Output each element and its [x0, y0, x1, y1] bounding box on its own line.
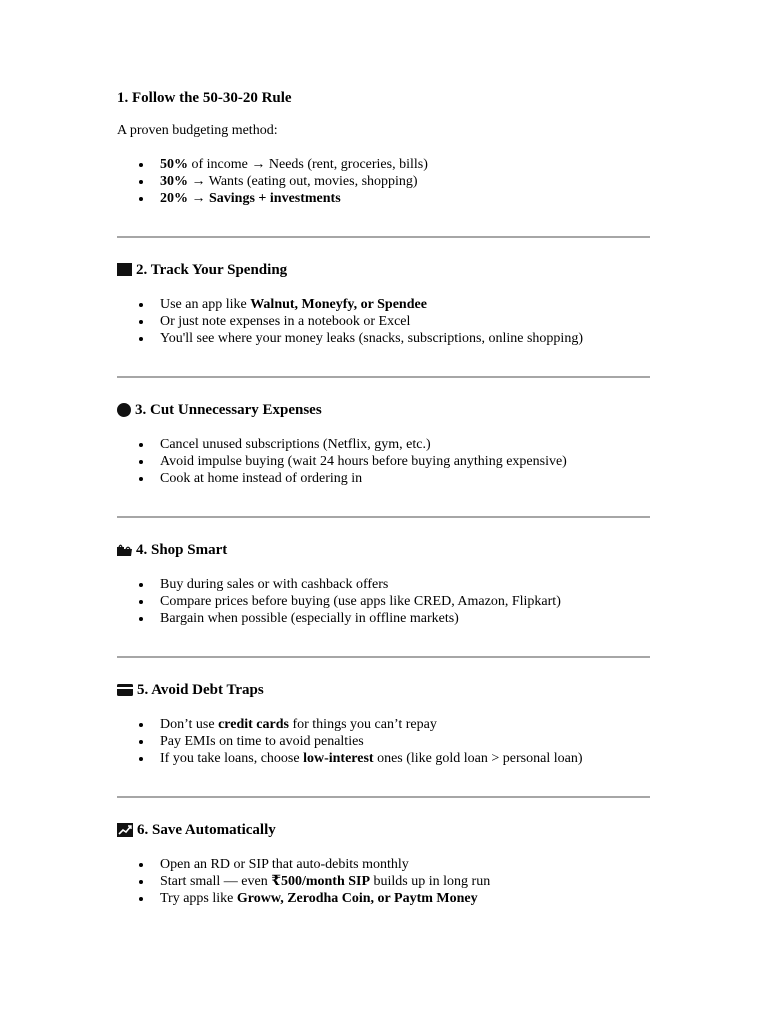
bold-text: Savings + investments	[209, 191, 341, 206]
item-text: Start small — even	[160, 874, 272, 889]
section-title: Save Automatically	[152, 822, 276, 838]
item-text: Avoid impulse buying (wait 24 hours before buying anything expensive)	[160, 454, 567, 469]
credit-card-icon	[117, 684, 133, 696]
section-2-list	[117, 296, 583, 347]
list-item	[117, 750, 582, 767]
section-number: 2.	[136, 262, 148, 278]
section-divider	[117, 516, 650, 518]
section-4-list	[117, 576, 561, 627]
item-text: Buy during sales or with cashback offers	[160, 577, 389, 592]
section-3-list	[117, 436, 567, 487]
section-title: Avoid Debt Traps	[151, 682, 264, 698]
list-item	[117, 313, 583, 330]
bold-text: Walnut, Moneyfy, or Spendee	[250, 297, 427, 312]
bold-text: ₹500/month SIP	[271, 874, 371, 889]
section-3-heading	[117, 400, 322, 420]
section-divider	[117, 796, 650, 798]
list-item	[117, 733, 582, 750]
section-5-heading	[117, 680, 264, 700]
list-item	[117, 610, 561, 627]
item-text: ones (like gold loan > personal loan)	[373, 751, 583, 766]
list-item	[117, 470, 567, 487]
item-text: Don’t use	[160, 717, 219, 732]
section-6-list	[117, 856, 490, 907]
section-title: Track Your Spending	[150, 262, 288, 278]
bold-text: low-interest	[303, 751, 374, 766]
section-divider	[117, 656, 650, 658]
list-item	[117, 296, 583, 313]
item-text: Bargain when possible (especially in offline markets)	[160, 611, 459, 626]
list-item	[117, 156, 428, 173]
section-number: 1.	[117, 90, 129, 106]
list-item	[117, 453, 567, 470]
section-1-list	[117, 156, 428, 207]
item-text: Pay EMIs on time to avoid penalties	[160, 734, 364, 749]
section-title: Follow the 50-30-20 Rule	[132, 90, 292, 106]
section-number: 5.	[137, 682, 149, 698]
list-item	[117, 856, 490, 873]
section-title: Shop Smart	[151, 542, 228, 558]
section-number: 4.	[136, 542, 148, 558]
item-text: builds up in long run	[370, 874, 491, 889]
bold-text: credit cards	[218, 717, 289, 732]
item-text: You'll see where your money leaks (snacks, subscriptions, online shopping)	[160, 331, 583, 346]
list-item	[117, 330, 583, 347]
section-number: 3.	[135, 402, 147, 418]
item-text: If you take loans, choose	[160, 751, 304, 766]
bold-text: 50%	[160, 157, 188, 172]
item-text: of income → Needs (rent, groceries, bills)	[188, 157, 428, 172]
section-divider	[117, 376, 650, 378]
black-square-icon	[117, 263, 132, 276]
section-5-list	[117, 716, 582, 767]
black-circle-icon	[117, 403, 131, 417]
item-text: for things you can’t repay	[288, 717, 437, 732]
bold-text: 20%	[160, 191, 188, 206]
list-item	[117, 716, 582, 733]
section-1-heading	[117, 88, 292, 108]
section-4-heading	[117, 540, 227, 560]
section-2-heading	[117, 260, 287, 280]
chart-increasing-icon	[117, 823, 133, 837]
item-text: Try apps like	[160, 891, 237, 906]
shopping-bags-icon	[117, 544, 132, 556]
item-text: Cook at home instead of ordering in	[160, 471, 363, 486]
section-title: Cut Unnecessary Expenses	[150, 402, 322, 418]
item-text: Open an RD or SIP that auto-debits monthly	[160, 857, 409, 872]
bold-text: 30%	[160, 174, 188, 189]
list-item	[117, 890, 490, 907]
section-1-intro: A proven budgeting method:	[117, 123, 278, 138]
bold-text: Groww, Zerodha Coin, or Paytm Money	[236, 891, 478, 906]
item-text: Use an app like	[160, 297, 251, 312]
list-item	[117, 593, 561, 610]
bold-text: →	[188, 191, 209, 206]
list-item	[117, 190, 428, 207]
list-item	[117, 173, 428, 190]
section-number: 6.	[137, 822, 149, 838]
list-item	[117, 873, 490, 890]
section-6-heading	[117, 820, 276, 840]
item-text: Compare prices before buying (use apps like CRED, Amazon, Flipkart)	[160, 594, 561, 609]
item-text: → Wants (eating out, movies, shopping)	[188, 174, 418, 189]
item-text: Cancel unused subscriptions (Netflix, gym, etc.)	[160, 437, 431, 452]
list-item	[117, 436, 567, 453]
section-divider	[117, 236, 650, 238]
list-item	[117, 576, 561, 593]
item-text: Or just note expenses in a notebook or Excel	[160, 314, 411, 329]
